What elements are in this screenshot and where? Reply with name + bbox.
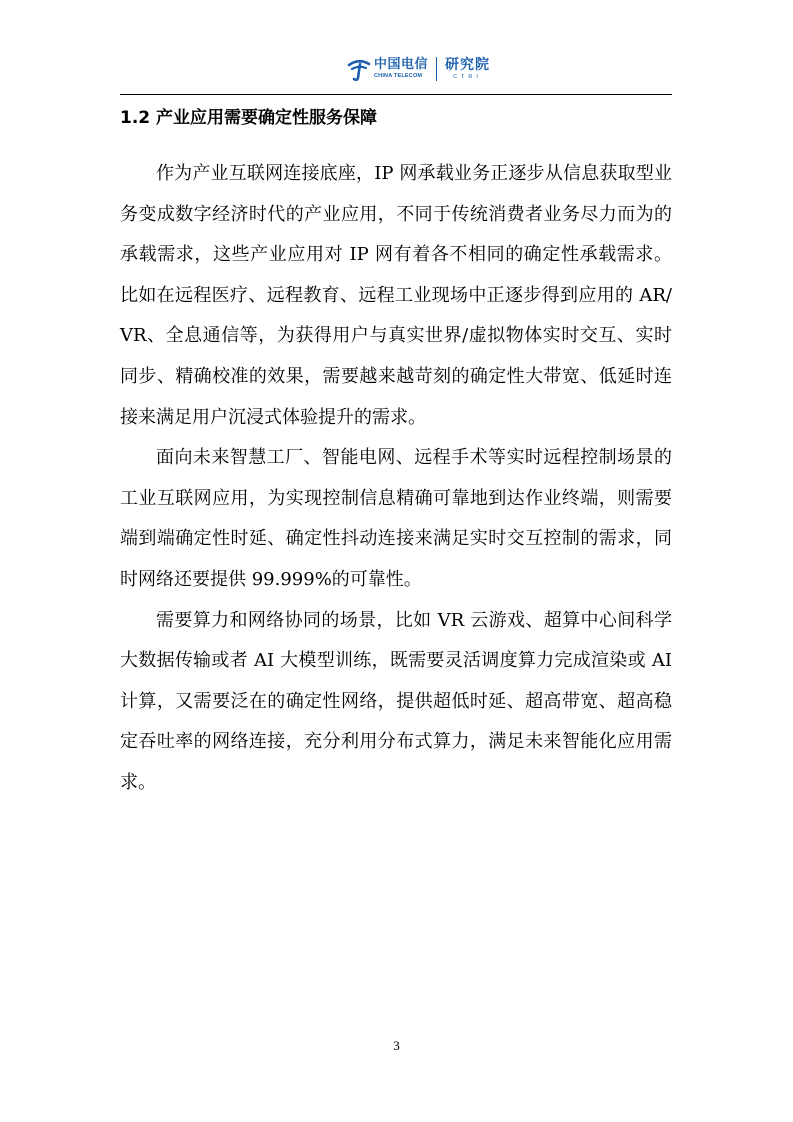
paragraph-3: 需要算力和网络协同的场景，比如 VR 云游戏、超算中心间科学大数据传输或者 AI 大模型训练，既需要灵活调度算力完成渲染或 AI 计算，又需要泛在的确定性网络，提供超低时延、超高带宽、超高稳定吞吐率的网络连接，充分利用分布式算力，满足未来智能化应用需求。 [120, 609, 672, 793]
institute-text [445, 58, 490, 81]
page-header [120, 50, 672, 95]
institute-name-cn: 研究院 [445, 56, 490, 73]
header-logo [346, 56, 490, 82]
section-title: 1.2 产业应用需要确定性服务保障 [120, 108, 378, 128]
china-telecom-logo-icon [346, 56, 372, 82]
paragraph-2: 面向未来智慧工厂、智能电网、远程手术等实时远程控制场景的工业互联网应用，为实现控制信息精确可靠地到达作业终端，则需要端到端确定性时延、确定性抖动连接来满足实时交互控制的需求，同时网络还要提供 99.999%的可靠性。 [120, 447, 672, 590]
body-content [120, 154, 672, 804]
brand-text [374, 58, 428, 80]
page-number: 3 [393, 1038, 400, 1053]
paragraph-1: 作为产业互联网连接底座，IP 网承载业务正逐步从信息获取型业务变成数字经济时代的产业应用，不同于传统消费者业务尽力而为的承载需求，这些产业应用对 IP 网有着各不相同的确定性承载需求。比如在远程医疗、远程教育、远程工业现场中正逐步得到应用的 AR/VR、全息通信等，为获得用户与真实世界/虚拟物体实时交互、实时同步、精确校准的效果，需要越来越苛刻的确定性大带宽、低延时连接来满足用户沉浸式体验提升的需求。 [120, 163, 672, 428]
institute-name-en: CTRI [453, 73, 482, 80]
brand-name-cn: 中国电信 [373, 57, 428, 73]
logo-divider [436, 57, 437, 81]
brand-name-en: CHINA TELECOM [373, 73, 423, 80]
